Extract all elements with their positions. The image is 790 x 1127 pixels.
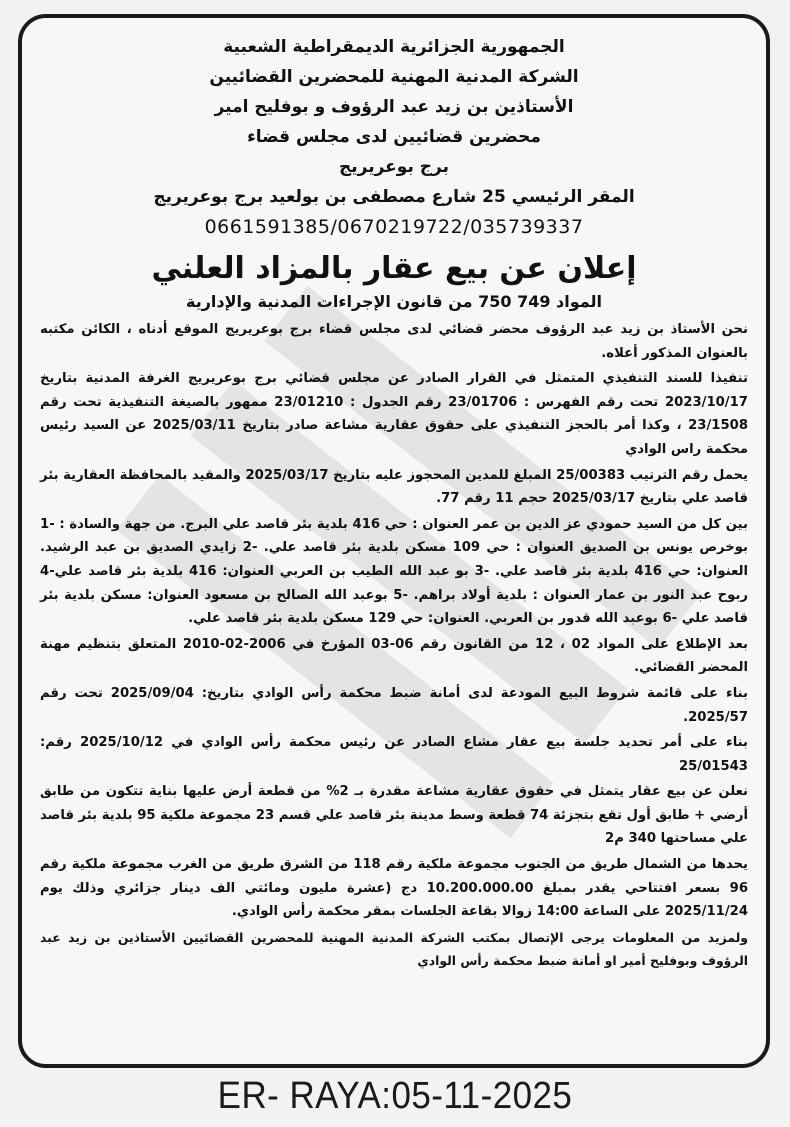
header-line: برج بوعريريج bbox=[339, 157, 449, 177]
header-line: الشركة المدنية المهنية للمحضرين القضائيين bbox=[209, 67, 579, 87]
notice-title: إعلان عن بيع عقار بالمزاد العلني bbox=[151, 251, 637, 286]
notice-frame bbox=[18, 14, 770, 1068]
header-address: المقر الرئيسي 25 شارع مصطفى بن بولعيد برج بوعريريج bbox=[153, 187, 635, 207]
header-phones: 0661591385/0670219722/035739337 bbox=[204, 216, 584, 238]
header-line: محضرين قضائيين لدى مجلس قضاء bbox=[247, 127, 541, 147]
body-paragraph: يحدها من الشمال طريق من الجنوب مجموعة ملكية رقم 118 من الشرق طريق من الغرب مجموعة ملكية رقم 96 بسعر افتتاحي يقدر بمبلغ 10.200.000.00 دج (عشرة مليون ومائتي الف دينار جزائري وذلك يوم 2025/11/24 على الساعة 14:00 زوالا بقاعة الجلسات بمقر محكمة رأس الوادي. bbox=[40, 857, 749, 920]
body-paragraph: بين كل من السيد حمودي عز الدين بن عمر العنوان : حي 416 بلدية بئر قاصد علي البرج. من جهة والسادة : -1 بوخرص يونس بن الصديق العنوان : حي 109 مسكن بلدية بئر قاصد علي. -2 زايدي الصديق بن عبد الرشيد. العنوان: حي 416 بلدية بئر قاصد علي. -3 بو عبد الله الطيب بن العربي العنوان: 416 بلدية بئر قاصد علي-4 ربوح عبد النور بن عمار العنوان : بلدية أولاد براهم. -5 بوعبد الله الصالح بن مسعود العنوان: مسكن بلدية بئر قاصد علي -6 بوعبد الله قدور بن العربي. العنوان: حي 129 مسكن بلدية بئر قاصد علي. bbox=[40, 516, 748, 627]
body-paragraph: يحمل رقم الترتيب 25/00383 المبلغ للمدين المحجوز عليه بتاريخ 2025/03/17 والمقيد بالمحافظة العقارية بئر قاصد علي بتاريخ 2025/03/17 حجم 11 رقم 77. bbox=[40, 467, 748, 507]
body-paragraph: تنفيذا للسند التنفيذي المتمثل في القرار الصادر عن مجلس قضائي برج بوعريريج الغرفة المدنية بتاريخ 2023/10/17 تحت رقم الفهرس : 23/01706 رقم الجدول : 23/01210 ممهور بالصيغة التنفيذية تحت رقم 23/1508 ، وكذا أمر بالحجز التنفيذي على حقوق عقارية مشاعة صادر بتاريخ 2025/03/11 عن السيد رئيس محكمة راس الوادي bbox=[40, 371, 748, 457]
header-line: الأستاذين بن زيد عبد الرؤوف و بوفليح امير bbox=[214, 97, 574, 117]
issuer-header bbox=[40, 32, 748, 242]
notice-body bbox=[40, 318, 748, 973]
body-paragraph: بعد الإطلاع على المواد 02 ، 12 من القانون رقم 06-03 المؤرخ في 2006-02-2010 المتعلق بتنظيم مهنة المحضر القضائي. bbox=[40, 636, 748, 676]
newspaper-date-footer: ER- RAYA:05-11-2025 bbox=[217, 1075, 573, 1117]
header-line: الجمهورية الجزائرية الديمقراطية الشعبية bbox=[223, 37, 565, 57]
body-paragraph: نعلن عن بيع عقار يتمثل في حقوق عقارية مشاعة مقدرة بـ 2% من قطعة أرض عليها بناية تتكون من طابق أرضي + طابق أول تقع بتجزئة 74 قطعة وسط مدينة بئر قاصد علي قسم 23 مجموعة ملكية 95 بلدية بئر قاصد علي مساحتها 340 م2 bbox=[40, 784, 748, 847]
body-paragraph: بناء على أمر تحديد جلسة بيع عقار مشاع الصادر عن رئيس محكمة رأس الوادي في 2025/10/12 رقم: 25/01543 bbox=[40, 735, 748, 774]
body-paragraph-contact: ولمزيد من المعلومات يرجى الإتصال بمكتب الشركة المدنية المهنية للمحضرين القضائيين الأستاذين بن زيد عبد الرؤوف وبوفليح أمير او أمانة ضبط محكمة رأس الوادي bbox=[40, 929, 748, 969]
body-paragraph: بناء على قائمة شروط البيع المودعة لدى أمانة ضبط محكمة رأس الوادي بتاريخ: 2025/09/04 تحت رقم 2025/57. bbox=[40, 685, 748, 725]
notice-subtitle: المواد 749 750 من قانون الإجراءات المدنية والإدارية bbox=[185, 292, 602, 311]
body-paragraph: نحن الأستاذ بن زيد عبد الرؤوف محضر قضائي لدى مجلس قضاء برج بوعريريج الموقع أدناه ، الكائن مكتبه بالعنوان المذكور أعلاه. bbox=[40, 322, 748, 361]
